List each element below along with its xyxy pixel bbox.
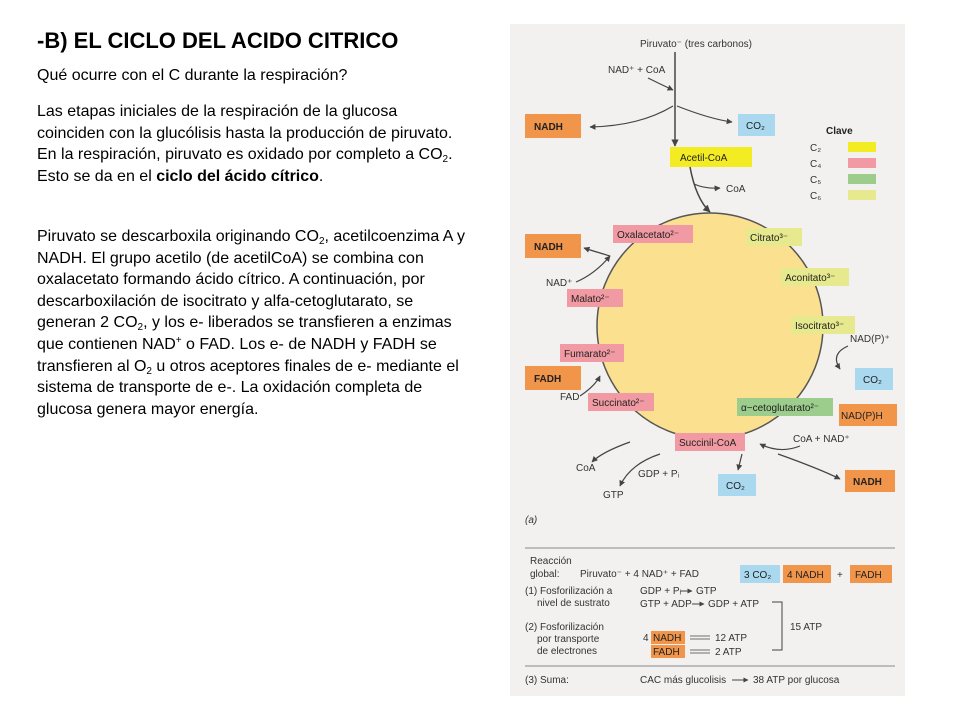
step2-nadh: NADH xyxy=(653,633,682,644)
key-label-c4: C₄ xyxy=(810,159,822,170)
key-label-c5: C₅ xyxy=(810,175,822,186)
nadh-label-2: NADH xyxy=(534,242,563,253)
step2-12atp: 12 ATP xyxy=(715,633,748,644)
summary-15atp: 15 ATP xyxy=(790,622,823,633)
fadh-label: FADH xyxy=(534,374,562,385)
step3-left: CAC más glucolisis xyxy=(640,675,727,686)
key-swatch-c4 xyxy=(848,158,876,168)
acetyl-coa-label: Acetil-CoA xyxy=(680,153,728,164)
slide-title: -B) EL CICLO DEL ACIDO CITRICO xyxy=(37,28,399,53)
pyruvate-label: Piruvato⁻ (tres carbonos) xyxy=(640,39,752,50)
summary-global-label: global: xyxy=(530,569,560,580)
step2-2atp: 2 ATP xyxy=(715,647,742,658)
succinyl-coa-label: Succinil-CoA xyxy=(679,438,737,449)
detail-paragraph: Piruvato se descarboxila originando $CO_2$, acetilcoenzima A y NADH. El grupo acetilo (de acetilCoA) se combina con oxalacetato formando ácido cítrico. A continuación, por descarboxilación de isocitrato y alfa-cetoglutarato, se generan 2 $CO_2$, y los e- liberados se transfieren a enzimas que contienen NAD+ o FAD. Los e- de NADH y FADH se transfieren al $O_2$ u otros aceptores finales de e- mediante el sistema de transporte de e-. La oxidación completa de glucosa genera mayor energía. xyxy=(37,228,466,418)
step1-gtp: GTP xyxy=(696,586,717,597)
nadp-plus-label: NAD(P)⁺ xyxy=(850,334,890,345)
key-swatch-c2 xyxy=(848,142,876,152)
nad-plus-label: NAD⁺ xyxy=(546,278,573,289)
gdp-pi-label: GDP + Pᵢ xyxy=(638,469,680,480)
isocitrate-label: Isocitrato³⁻ xyxy=(795,321,845,332)
step1-label-b: nivel de sustrato xyxy=(537,598,610,609)
key-title: Clave xyxy=(826,126,853,137)
step2-label-c: de electrones xyxy=(537,646,598,657)
fumarate-label: Fumarato²⁻ xyxy=(564,349,616,360)
citric-acid-cycle-figure xyxy=(510,24,905,696)
summary-plus: + xyxy=(837,570,843,581)
key-label-c2: C₂ xyxy=(810,143,822,154)
nadh-label-1: NADH xyxy=(534,122,563,133)
summary-co2: 3 CO₂ xyxy=(744,570,772,581)
step3-label: (3) Suma: xyxy=(525,675,569,686)
fad-label: FAD xyxy=(560,392,580,403)
summary-nadh: 4 NADH xyxy=(787,570,824,581)
nadph-label: NAD(P)H xyxy=(841,411,883,422)
co2-label-3: CO₂ xyxy=(726,481,745,492)
coa-nad-label: CoA + NAD⁺ xyxy=(793,434,850,445)
step1-label-a: (1) Fosforilización a xyxy=(525,586,613,597)
summary-reaction-label: Reacción xyxy=(530,556,572,567)
co2-label-2: CO₂ xyxy=(863,375,882,386)
coa-label-1: CoA xyxy=(726,184,746,195)
malate-label: Malato²⁻ xyxy=(571,294,610,305)
co2-label-1: CO₂ xyxy=(746,121,765,132)
step2-four: 4 xyxy=(643,633,649,644)
aconitate-label: Aconitato³⁻ xyxy=(785,273,836,284)
panel-a-label: (a) xyxy=(525,515,538,526)
step2-label-b: por transporte xyxy=(537,634,600,645)
step1-gtp-adp: GTP + ADP xyxy=(640,599,692,610)
step1-gdp: GDP + Pᵢ xyxy=(640,586,682,597)
ketoglutarate-label: α−cetoglutarato²⁻ xyxy=(741,403,820,414)
gtp-label: GTP xyxy=(603,490,624,501)
key-label-c6: C₆ xyxy=(810,191,822,202)
step1-gdp-atp: GDP + ATP xyxy=(708,599,760,610)
intro-paragraph: Las etapas iniciales de la respiración de la glucosa coinciden con la glucólisis hasta la producción de piruvato. En la respiración, piruvato es oxidado por completo a $CO_2$. Esto se da en el ciclo del ácido cítrico. xyxy=(37,103,453,185)
succinate-label: Succinato²⁻ xyxy=(592,398,645,409)
summary-equation: Piruvato⁻ + 4 NAD⁺ + FAD xyxy=(580,569,699,580)
summary-fadh: FADH xyxy=(855,570,882,581)
coa-label-2: CoA xyxy=(576,463,596,474)
step2-label-a: (2) Fosforilización xyxy=(525,622,604,633)
nadh-label-3: NADH xyxy=(853,477,882,488)
oxaloacetate-label: Oxalacetato²⁻ xyxy=(617,230,679,241)
question-text: Qué ocurre con el C durante la respiración? xyxy=(37,67,348,84)
step2-fadh: FADH xyxy=(653,647,680,658)
key-swatch-c6 xyxy=(848,190,876,200)
nad-coa-label: NAD⁺ + CoA xyxy=(608,65,666,76)
citrate-label: Citrato³⁻ xyxy=(750,233,789,244)
step3-right: 38 ATP por glucosa xyxy=(753,675,840,686)
key-swatch-c5 xyxy=(848,174,876,184)
